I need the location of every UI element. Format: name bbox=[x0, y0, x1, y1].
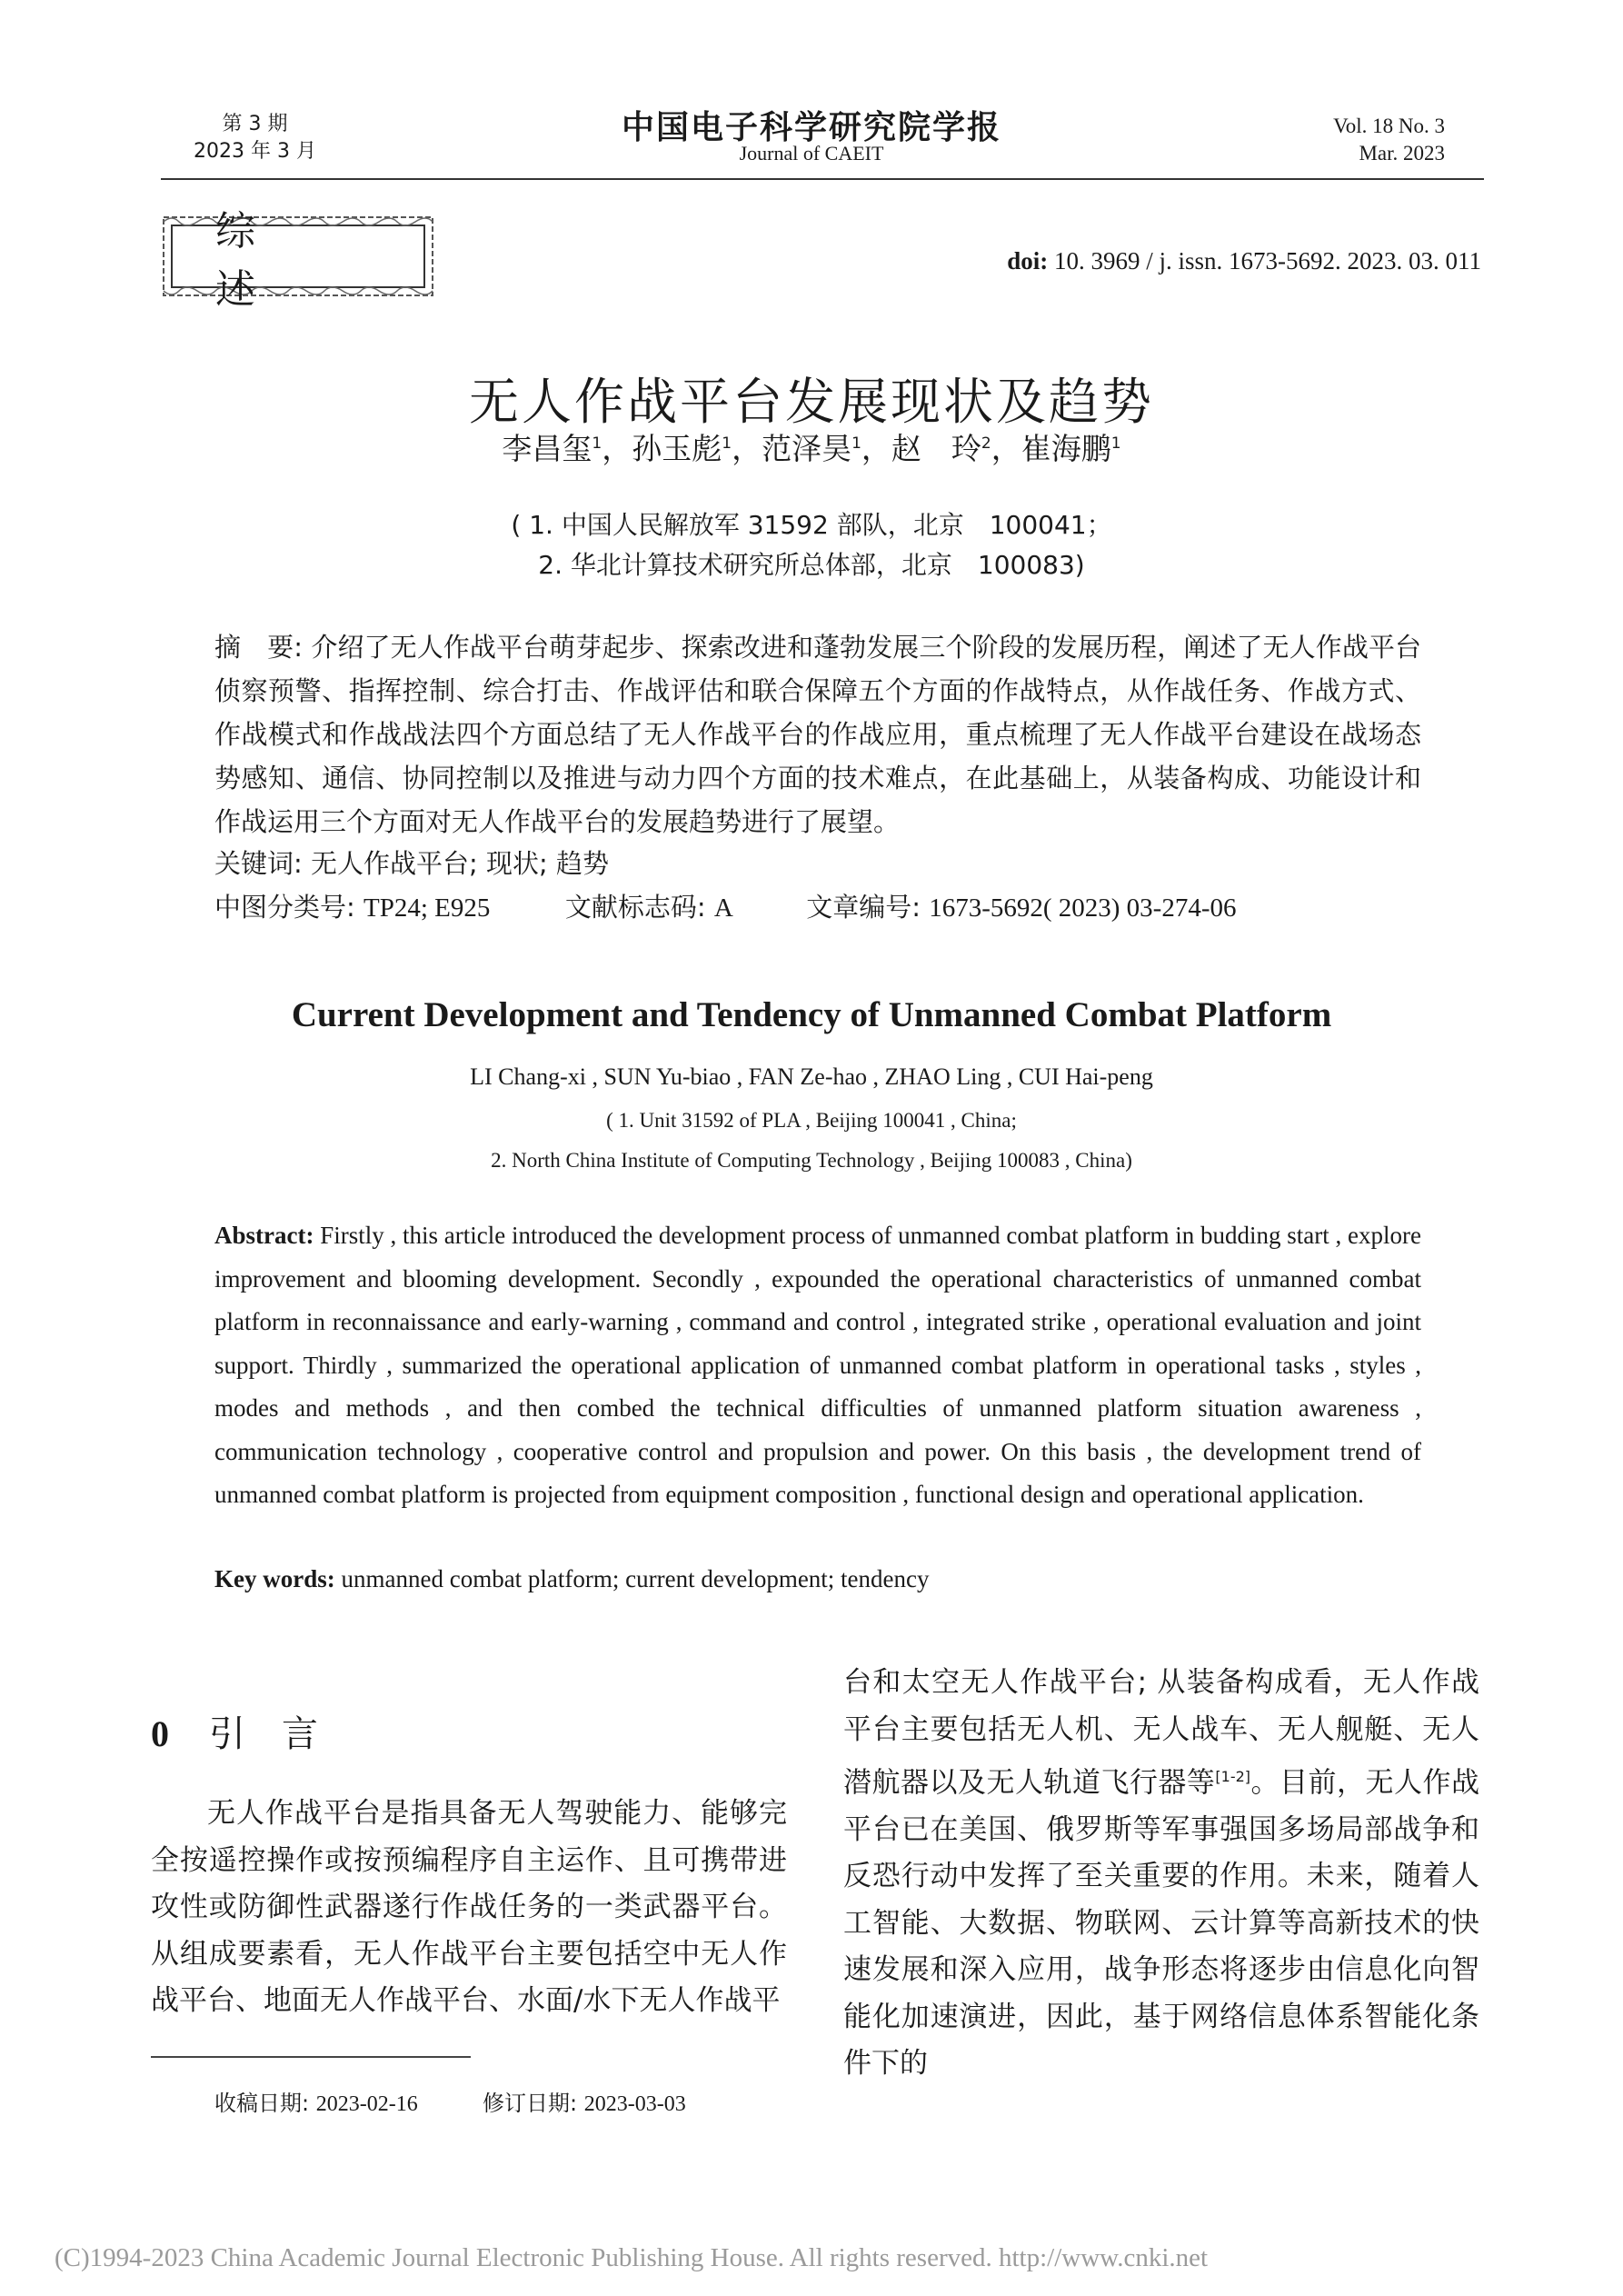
abstract-en-label: Abstract: bbox=[214, 1222, 314, 1249]
body-right-text-a: 台和太空无人作战平台; 从装备构成看，无人作战平台主要包括无人机、无人战车、无人舰艇、无人潜航器以及无人轨道飞行器等 bbox=[843, 1666, 1479, 1800]
received-date: 2023-02-16 bbox=[315, 2092, 418, 2116]
author-list-cn: 李昌玺$^1$，孙玉彪$^1$，范泽昊$^1$，赵 玲$^2$，崔海鹏$^1$ bbox=[502, 431, 1121, 466]
author-name: 李昌玺 bbox=[502, 431, 592, 466]
volume-number: Vol. 18 No. 3 bbox=[1333, 115, 1445, 137]
doi-value: 10. 3969 / j. issn. 1673-5692. 2023. 03. 011 bbox=[1053, 247, 1481, 275]
paper-title-cn: 无人作战平台发展现状及趋势 bbox=[468, 373, 1154, 431]
abstract-en bbox=[214, 1214, 1421, 1517]
revised-label: 修订日期: bbox=[483, 2091, 578, 2116]
author-affiliation-mark: 1 bbox=[592, 434, 602, 453]
author-affiliation-mark: 1 bbox=[851, 434, 861, 453]
affiliation-en-1: ( 1. Unit 31592 of PLA , Beijing 100041 , China; bbox=[606, 1109, 1017, 1132]
citation-ref: [1-2] bbox=[1215, 1768, 1251, 1785]
article-number-value: 1673-5692( 2023) 03-274-06 bbox=[929, 893, 1237, 923]
received-label: 收稿日期: bbox=[214, 2091, 310, 2116]
affiliation-en-2: 2. North China Institute of Computing Technology , Beijing 100083 , China) bbox=[491, 1149, 1132, 1172]
author-affiliation-mark: 2 bbox=[981, 434, 991, 453]
section-type-label: 综 述 bbox=[215, 208, 310, 313]
body-right-text-b: 。目前，无人作战平台已在美国、俄罗斯等军事强国多场局部战争和反恐行动中发挥了至关重要的作用。未来，随着人工智能、大数据、物联网、云计算等高新技术的快速发展和深入应用，战争形态将逐步由信息化向智能化加速演进，因此，基于网络信息体系智能化条件下的 bbox=[843, 1766, 1479, 2081]
keywords-en-text: unmanned combat platform; current development; tendency bbox=[341, 1565, 930, 1592]
body-column-right bbox=[843, 1660, 1479, 2088]
footnote-dates bbox=[214, 2085, 686, 2117]
doi bbox=[1007, 247, 1481, 275]
keywords-cn-text: 无人作战平台; 现状; 趋势 bbox=[311, 848, 609, 879]
abstract-cn-label: 摘 要: bbox=[214, 632, 304, 663]
section-number: 0 bbox=[151, 1713, 169, 1754]
abstract-cn bbox=[214, 625, 1421, 844]
article-number-label: 文章编号: bbox=[806, 892, 921, 923]
author-affiliation-mark: 1 bbox=[722, 434, 732, 453]
author-affiliation-mark: 1 bbox=[1110, 434, 1121, 453]
journal-title-en: Journal of CAEIT bbox=[739, 142, 884, 165]
section-heading bbox=[151, 1705, 318, 1757]
doc-code-label: 文献标志码: bbox=[564, 892, 706, 923]
author-name: 范泽昊 bbox=[762, 431, 852, 466]
author-name: 孙玉彪 bbox=[632, 431, 722, 466]
doi-label: doi: bbox=[1007, 247, 1049, 275]
keywords-en bbox=[214, 1565, 930, 1593]
keywords-cn bbox=[214, 844, 609, 881]
copyright-notice: (C)1994-2023 China Academic Journal Electronic Publishing House. All rights reserved. http://www.cnki.net bbox=[55, 2243, 1209, 2272]
abstract-en-text: Firstly , this article introduced the development process of unmanned combat platform in budding start , explore improvement and blooming development. Secondly , expounded the operational characteristics of unmanned combat platform in reconnaissance and early-warning , command and control , integrated strike , operational evaluation and joint support. Thirdly , summarized the operational application of unmanned combat platform in operational tasks , styles , modes and methods , and then combed the technical difficulties of unmanned platform situation awareness , communication technology , cooperative control and propulsion and power. On this basis , the development trend of unmanned combat platform is projected from equipment composition , functional design and operational application. bbox=[214, 1222, 1421, 1508]
classification-row bbox=[214, 887, 1237, 924]
clc-value: TP24; E925 bbox=[363, 893, 491, 923]
author-name: 赵 玲 bbox=[891, 431, 981, 466]
issue-number: 第 3 期 bbox=[222, 113, 288, 135]
author-list-en: LI Chang-xi , SUN Yu-biao , FAN Ze-hao , ZHAO Ling , CUI Hai-peng bbox=[470, 1063, 1153, 1090]
volume-info bbox=[1333, 113, 1445, 167]
affiliation-cn-2: 2. 华北计算技术研究所总体部，北京 100083) bbox=[538, 550, 1085, 580]
affiliation-cn-1: ( 1. 中国人民解放军 31592 部队，北京 100041； bbox=[511, 510, 1112, 540]
revised-date: 2023-03-03 bbox=[583, 2092, 686, 2116]
section-type-box bbox=[161, 208, 435, 313]
section-title: 引 言 bbox=[209, 1713, 318, 1755]
clc-label: 中图分类号: bbox=[214, 892, 355, 923]
header-rule bbox=[161, 178, 1484, 180]
issue-date: 2023 年 3 月 bbox=[194, 140, 316, 163]
keywords-en-label: Key words: bbox=[214, 1565, 335, 1592]
abstract-cn-text: 介绍了无人作战平台萌芽起步、探索改进和蓬勃发展三个阶段的发展历程，阐述了无人作战平台侦察预警、指挥控制、综合打击、作战评估和联合保障五个方面的作战特点，从作战任务、作战方式、作战模式和作战战法四个方面总结了无人作战平台的作战应用，重点梳理了无人作战平台建设在战场态势感知、通信、协同控制以及推进与动力四个方面的技术难点，在此基础上，从装备构成、功能设计和作战运用三个方面对无人作战平台的发展趋势进行了展望。 bbox=[214, 632, 1421, 837]
volume-date: Mar. 2023 bbox=[1359, 142, 1445, 165]
paper-title-en: Current Development and Tendency of Unmanned Combat Platform bbox=[291, 995, 1332, 1034]
doc-code-value: A bbox=[713, 893, 733, 923]
keywords-cn-label: 关键词: bbox=[214, 848, 303, 879]
footnote-rule bbox=[151, 2056, 471, 2058]
journal-title-cn: 中国电子科学研究院学报 bbox=[621, 108, 1001, 146]
body-column-left: 无人作战平台是指具备无人驾驶能力、能够完全按遥控操作或按预编程序自主运作、且可携带进攻性或防御性武器遂行作战任务的一类武器平台。从组成要素看，无人作战平台主要包括空中无人作战平台、地面无人作战平台、水面/水下无人作战平 bbox=[151, 1797, 787, 2017]
author-name: 崔海鹏 bbox=[1021, 431, 1111, 466]
